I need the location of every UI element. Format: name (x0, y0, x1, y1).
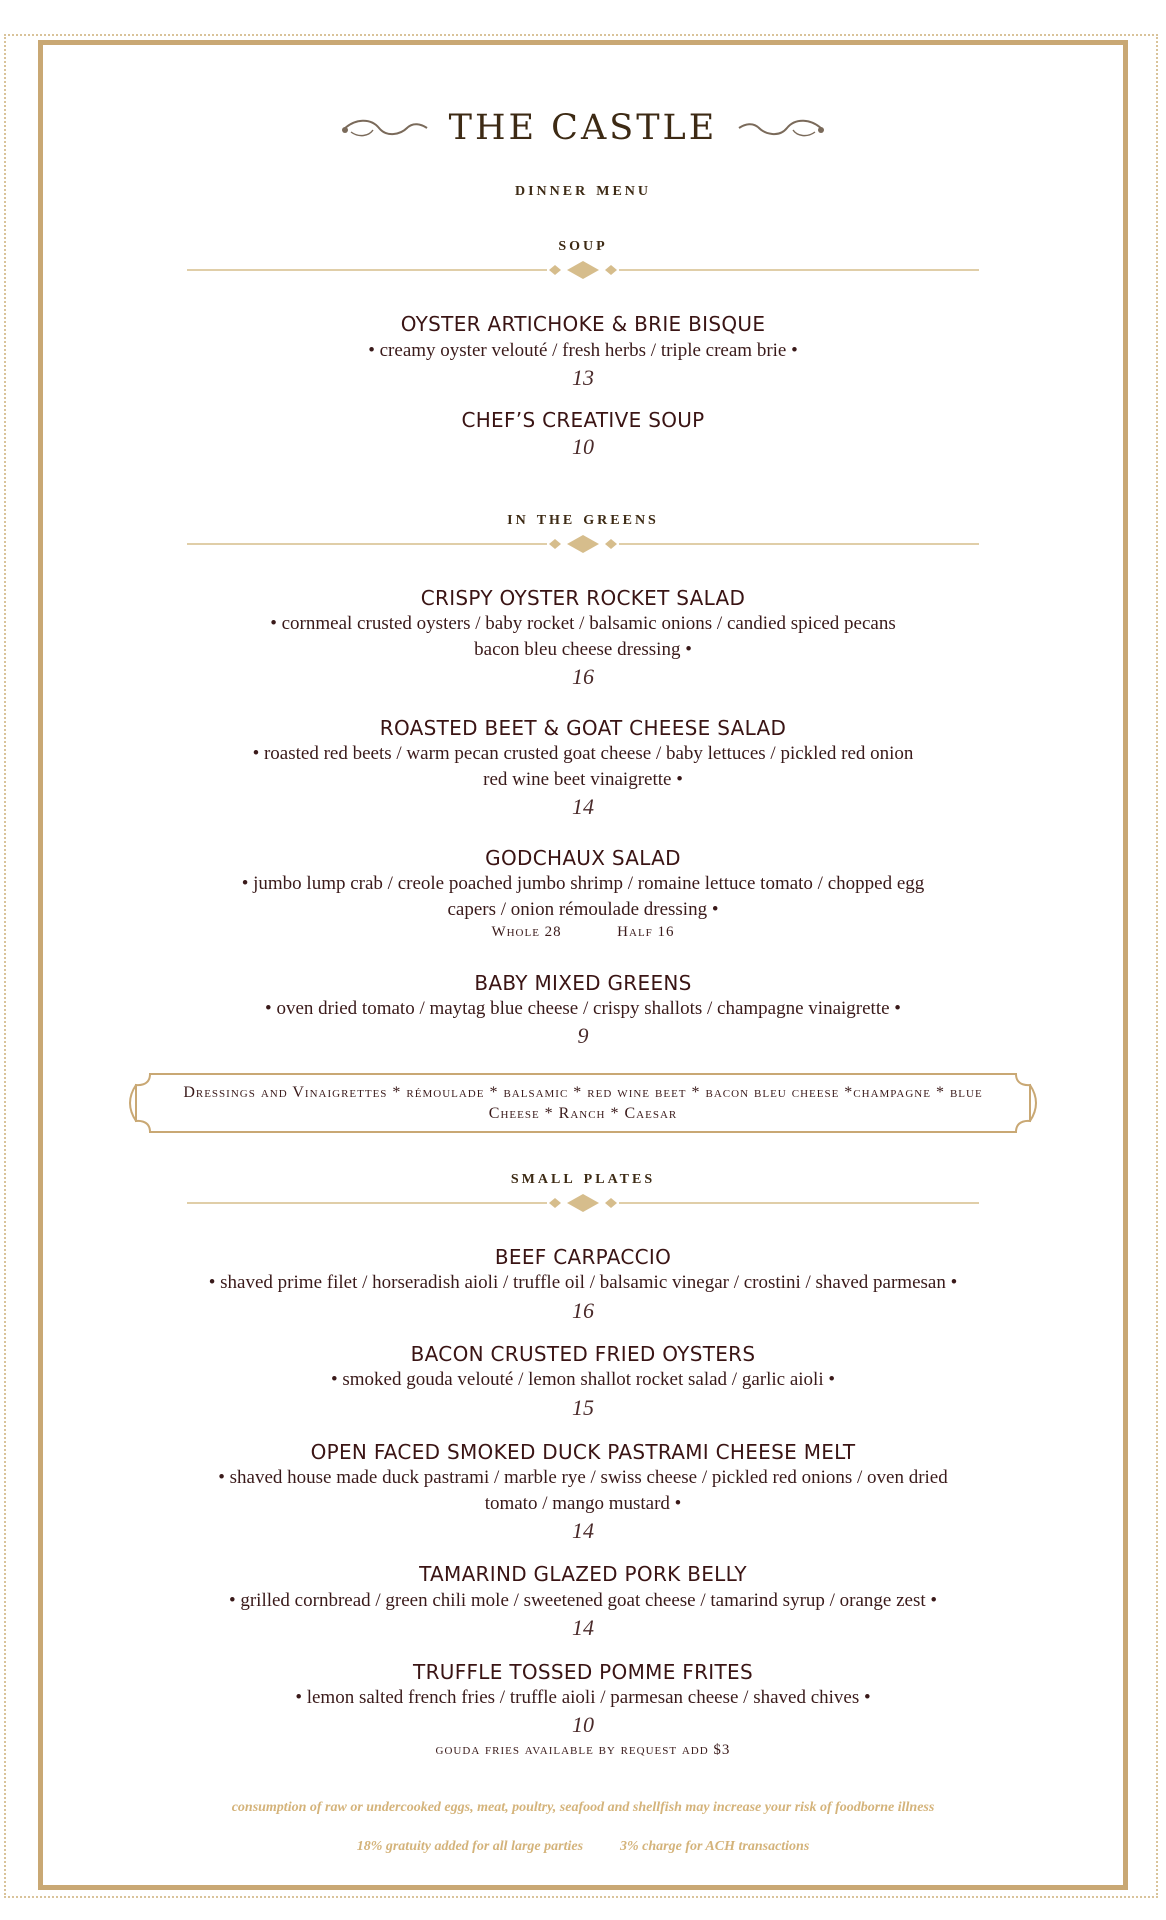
item-price: 13 (572, 365, 594, 390)
item-price: 14 (572, 1615, 594, 1640)
dressings-list (140, 1082, 1026, 1124)
restaurant-title: THE CASTLE (448, 108, 718, 148)
ach-note: 3% charge for ACH transactions (620, 1839, 810, 1854)
item-name: OYSTER ARTICHOKE & BRIE BISQUE (400, 312, 766, 336)
item-description: red wine beet vinaigrette • (483, 769, 683, 790)
item-description: • cornmeal crusted oysters / baby rocket / balsamic onions / candied spiced pecans (270, 613, 896, 634)
item-description: tomato / mango mustard • (484, 1493, 682, 1514)
dressings-line: Cheese * Ranch * Caesar (488, 1105, 678, 1122)
item-name: BACON CRUSTED FRIED OYSTERS (410, 1342, 756, 1366)
dressings-line: Dressings and Vinaigrettes * rémoulade * balsamic * red wine beet * bacon bleu cheese *champagne * blue (183, 1084, 983, 1101)
item-name: GODCHAUX SALAD (485, 846, 681, 870)
footer-charges (0, 1839, 1166, 1855)
item-price: 16 (572, 664, 594, 689)
left-flourish-icon (341, 114, 429, 142)
gratuity-note: 18% gratuity added for all large parties (356, 1839, 584, 1854)
item-price: 10 (572, 1712, 594, 1737)
item-description: • oven dried tomato / maytag blue cheese / crispy shallots / champagne vinaigrette • (265, 998, 901, 1019)
section-heading-small-plates: small plates (510, 1166, 656, 1188)
item-note: gouda fries available by request add $3 (435, 1742, 731, 1758)
title-row (0, 108, 1166, 148)
menu-subtitle: dinner menu (515, 178, 651, 200)
item-price: 14 (572, 794, 594, 819)
item-description: • roasted red beets / warm pecan crusted goat cheese / baby lettuces / pickled red onion (252, 743, 914, 764)
item-description: capers / onion rémoulade dressing • (447, 899, 719, 920)
item-name: TAMARIND GLAZED PORK BELLY (419, 1562, 747, 1586)
item-name: CHEF’S CREATIVE SOUP (461, 408, 705, 432)
right-flourish-icon (737, 114, 825, 142)
item-description: bacon bleu cheese dressing • (474, 639, 692, 660)
item-price-options (0, 924, 1166, 941)
foodborne-warning: consumption of raw or undercooked eggs, meat, poultry, seafood and shellfish may increase your risk of foodborne illness (231, 1800, 935, 1815)
item-name: BABY MIXED GREENS (474, 971, 692, 995)
item-price: 14 (572, 1518, 594, 1543)
item-description: • grilled cornbread / green chili mole / sweetened goat cheese / tamarind syrup / orange zest • (228, 1590, 938, 1611)
item-name: ROASTED BEET & GOAT CHEESE SALAD (379, 716, 787, 740)
section-divider (187, 258, 979, 282)
item-name: TRUFFLE TOSSED POMME FRITES (413, 1660, 753, 1684)
item-price: 15 (572, 1395, 594, 1420)
item-description: • shaved prime filet / horseradish aioli / truffle oil / balsamic vinegar / crostini / shaved parmesan • (208, 1272, 958, 1293)
section-heading-soup: soup (558, 233, 608, 255)
item-name: OPEN FACED SMOKED DUCK PASTRAMI CHEESE MELT (310, 1440, 856, 1464)
item-description: • lemon salted french fries / truffle aioli / parmesan cheese / shaved chives • (295, 1687, 871, 1708)
item-description: • jumbo lump crab / creole poached jumbo shrimp / romaine lettuce tomato / chopped egg (241, 873, 925, 894)
item-price: 16 (572, 1298, 594, 1323)
item-description: • creamy oyster velouté / fresh herbs / triple cream brie • (368, 340, 798, 361)
item-price: 10 (572, 434, 594, 459)
item-name: CRISPY OYSTER ROCKET SALAD (420, 586, 746, 610)
item-price: 9 (577, 1023, 589, 1048)
section-divider (187, 532, 979, 556)
price-whole: Whole 28 (491, 924, 562, 940)
item-name: BEEF CARPACCIO (494, 1245, 672, 1269)
item-description: • shaved house made duck pastrami / marble rye / swiss cheese / pickled red onions / oven dried (218, 1467, 948, 1488)
price-half: Half 16 (617, 924, 675, 940)
item-description: • smoked gouda velouté / lemon shallot rocket salad / garlic aioli • (330, 1369, 835, 1390)
section-divider (187, 1191, 979, 1215)
section-heading-greens: in the greens (507, 507, 659, 529)
